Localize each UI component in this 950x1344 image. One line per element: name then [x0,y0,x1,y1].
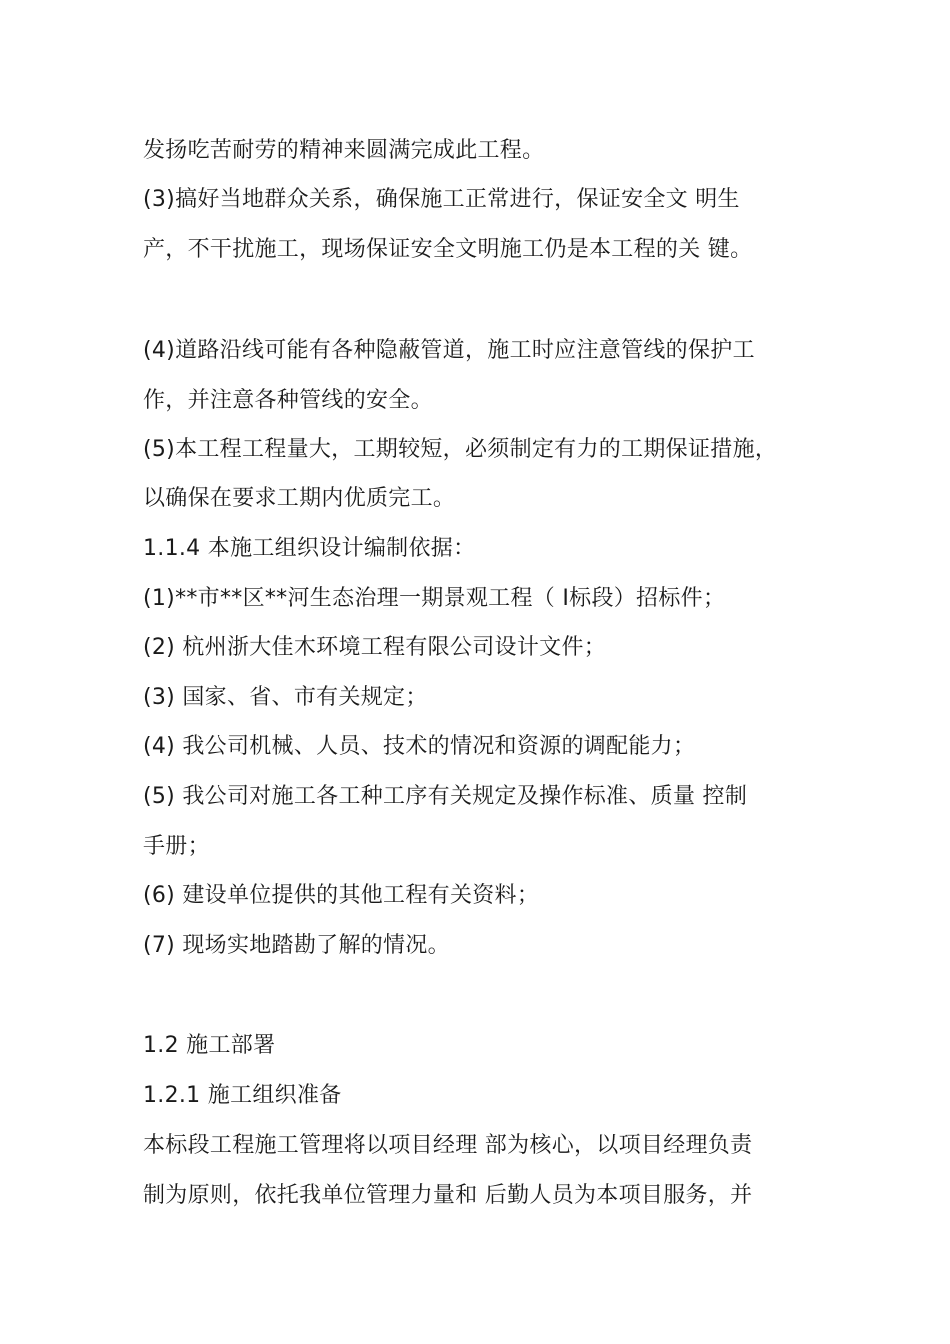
paragraph-line: 发扬吃苦耐劳的精神来圆满完成此工程。 [143,138,545,163]
list-item: (2) 杭州浙大佳木环境工程有限公司设计文件； [143,635,607,660]
paragraph-line: 产，不干扰施工，现场保证安全文明施工仍是本工程的关 键。 [143,237,753,262]
paragraph-line: 作，并注意各种管线的安全。 [143,388,433,413]
list-item: (4) 我公司机械、人员、技术的情况和资源的调配能力； [143,734,696,759]
list-item: (1)**市**区**河生态治理一期景观工程（ I标段）招标件； [143,586,726,611]
paragraph-line: 制为原则，依托我单位管理力量和 后勤人员为本项目服务，并 [143,1183,753,1208]
paragraph-line: (3)搞好当地群众关系，确保施工正常进行，保证安全文 明生 [143,187,740,212]
list-item-continuation: 手册； [143,834,210,859]
section-heading: 1.2 施工部署 [143,1033,276,1058]
subsection-heading: 1.2.1 施工组织准备 [143,1083,342,1108]
list-item: (5) 我公司对施工各工种工序有关规定及操作标准、质量 控制 [143,784,748,809]
paragraph-line: 本标段工程施工管理将以项目经理 部为核心，以项目经理负责 [143,1133,753,1158]
section-heading: 1.1.4 本施工组织设计编制依据： [143,536,476,561]
list-item: (6) 建设单位提供的其他工程有关资料； [143,883,540,908]
paragraph-line: (4)道路沿线可能有各种隐蔽管道，施工时应注意管线的保护工 [143,338,755,363]
list-item: (7) 现场实地踏勘了解的情况。 [143,933,450,958]
list-item: (3) 国家、省、市有关规定； [143,685,428,710]
paragraph-line: (5)本工程工程量大，工期较短，必须制定有力的工期保证措施， [143,437,778,462]
paragraph-line: 以确保在要求工期内优质完工。 [143,486,456,511]
